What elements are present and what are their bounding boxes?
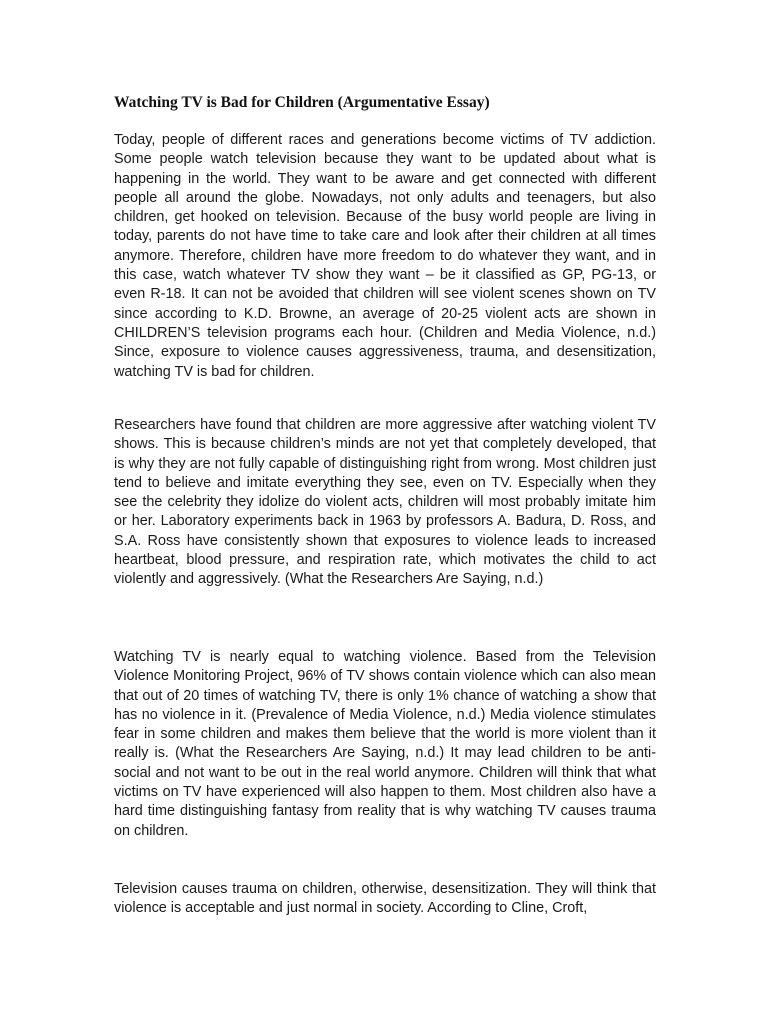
paragraph-aggression: Researchers have found that children are more aggressive after watching violent TV shows. This is because children’s minds are not yet that completely developed, that is why they are not fully capable of distinguishing right from wrong. Most children just tend to believe and imitate everything they see, even on TV. Especially when they see the celebrity they idolize do violent acts, children will most probably imitate him or her. Laboratory experiments back in 1963 by professors A. Badura, D. Ross, and S.A. Ross have consistently shown that exposures to violence leads to increased heartbeat, blood pressure, and respiration rate, which motivates the child to act violently and aggressively. (What the Researchers Are Saying, n.d.)	[114, 417, 656, 588]
paragraph-desensitization: Television causes trauma on children, otherwise, desensitization. They will think that violence is acceptable and just normal in society. According to Cline, Croft,	[114, 881, 656, 917]
paragraph-intro: Today, people of different races and generations become victims of TV addiction. Some people watch television because they want to be updated about what is happening in the world. They want to be aware and get connected with different people all around the globe. Nowadays, not only adults and teenagers, but also children, get hooked on television. Because of the busy world people are living in today, parents do not have time to take care and look after their children at all times anymore. Therefore, children have more freedom to do whatever they want, and in this case, watch whatever TV show they want – be it classified as GP, PG-13, or even R-18. It can not be avoided that children will see violent scenes shown on TV since according to K.D. Browne, an average of 20-25 violent acts are shown in CHILDREN’S television programs each hour. (Children and Media Violence, n.d.) Since, exposure to violence causes aggressiveness, trauma, and desensitization, watching TV is bad for children.	[114, 132, 656, 380]
essay-title: Watching TV is Bad for Children (Argumentative Essay)	[114, 94, 490, 111]
paragraph-trauma: Watching TV is nearly equal to watching violence. Based from the Television Violence Monitoring Project, 96% of TV shows contain violence which can also mean that out of 20 times of watching TV, there is only 1% chance of watching a show that has no violence in it. (Prevalence of Media Violence, n.d.) Media violence stimulates fear in some children and makes them believe that the world is more violent than it really is. (What the Researchers Are Saying, n.d.) It may lead children to be anti-social and not want to be out in the real world anymore. Children will think that what victims on TV have experienced will also happen to them. Most children also have a hard time distinguishing fantasy from reality that is why watching TV causes trauma on children.	[114, 649, 656, 839]
